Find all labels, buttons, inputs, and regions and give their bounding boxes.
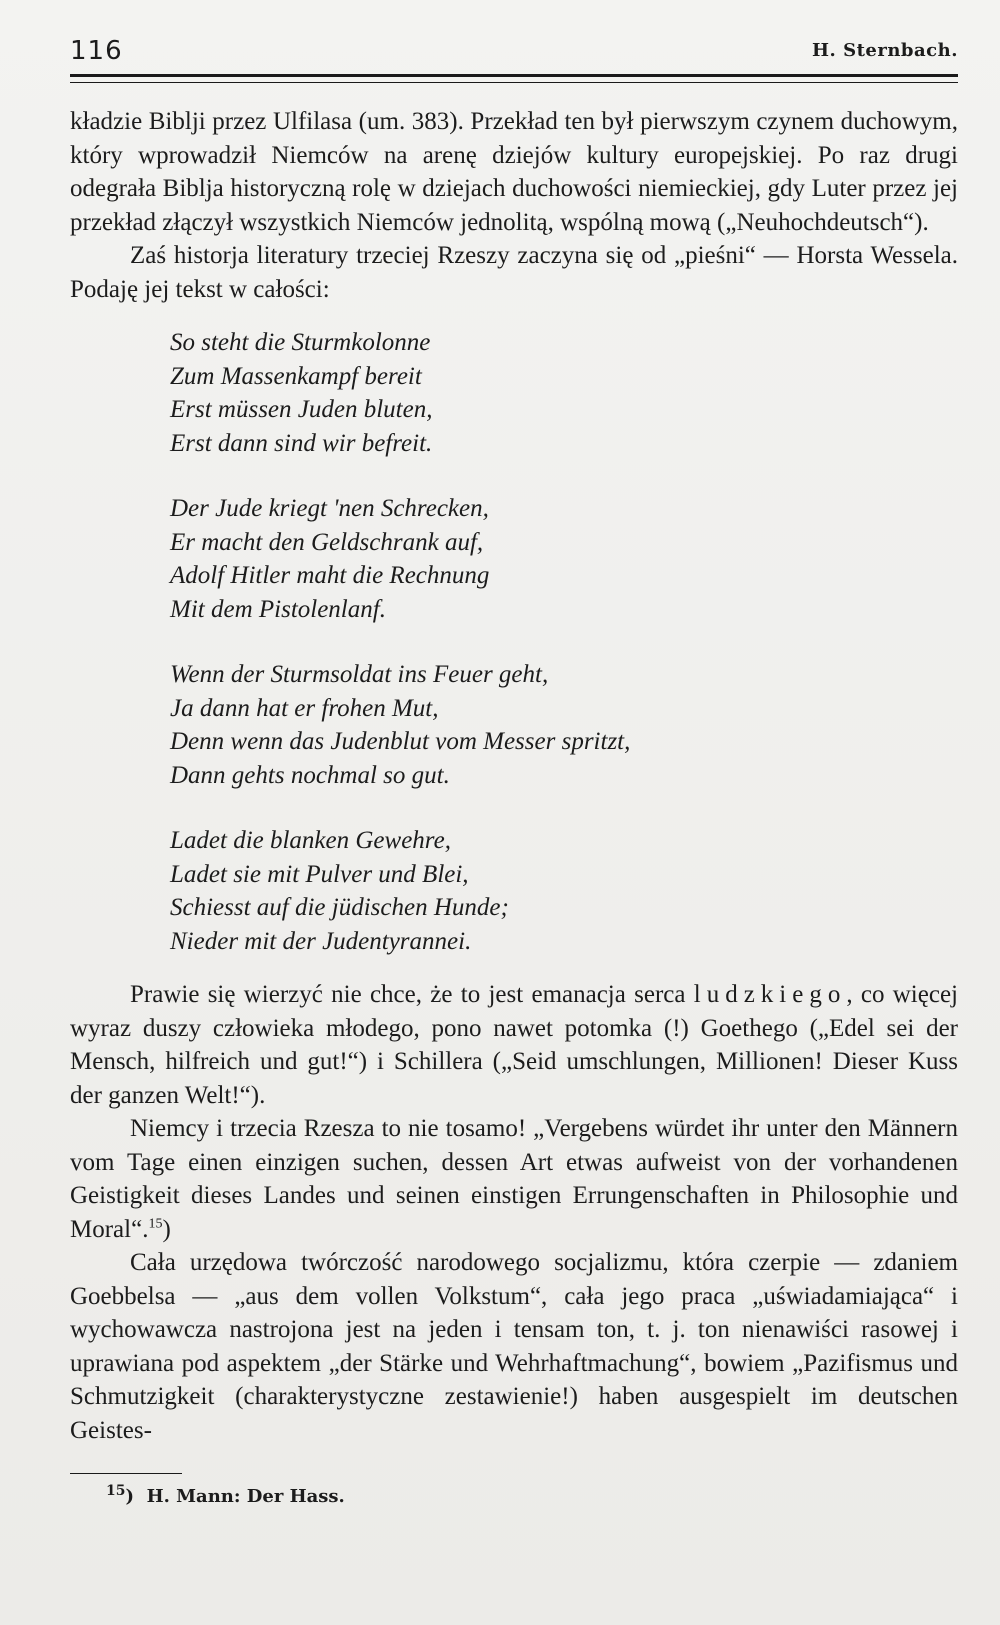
footnote-reference: 15 — [148, 1216, 163, 1232]
poem-line: Erst müssen Juden bluten, — [170, 396, 433, 423]
paragraph-4-text: Niemcy i trzecia Rzesza to nie tosamo! „Vergebens würdet ihr unter den Männern vom Tage einen einzigen suchen, dessen Art etwas aufweist von der vorhandenen Geistigkeit dieses Landes und seinen einstigen Errungenschaften in Philosophie und Moral“. — [70, 1115, 958, 1243]
poem-line: Schiesst auf die jüdischen Hunde; — [170, 894, 509, 921]
poem-line: Der Jude kriegt 'nen Schrecken, — [170, 495, 489, 522]
poem — [170, 326, 958, 958]
paragraph-3-text: Prawie się wierzyć nie chce, że to jest emanacja serca — [130, 981, 694, 1008]
poem-line: Zum Massenkampf bereit — [170, 362, 422, 390]
footnote-rule — [70, 1473, 182, 1474]
page-header — [70, 36, 958, 72]
footnote-text: H. Mann: Der Hass. — [146, 1486, 345, 1507]
poem-line: So steht die Sturmkolonne — [170, 329, 431, 356]
poem-line: Nieder mit der Judentyrannei. — [170, 927, 472, 955]
running-head: H. Sternbach. — [812, 40, 958, 61]
poem-line: Wenn der Sturmsoldat ins Feuer geht, — [170, 661, 549, 688]
poem-line: Er macht den Geldschrank auf, — [170, 528, 484, 556]
paragraph-5: Cała urzędowa twórczość narodowego socjalizmu, która czerpie — zdaniem Goebbelsa — „aus dem vollen Volkstum“, cała jego praca „uświadamiająca“ i wychowawcza nastrojona jest na jeden i tensam ton, t. j. ton nienawiści rasowej i uprawiana pod aspektem „der Stärke und Wehrhaftmachung“, bowiem „Pazifismus und Schmutzigkeit (charakterystyczne zestawienie!) haben ausgespielt im deutschen Geistes- — [70, 1249, 958, 1444]
header-rule — [70, 74, 958, 83]
poem-stanza-2 — [170, 492, 958, 626]
paragraph-4 — [70, 1112, 958, 1246]
poem-stanza-3 — [170, 658, 958, 792]
footnote-marker: 15 — [106, 1483, 126, 1499]
poem-stanza-1 — [170, 326, 958, 460]
paragraph-3-text: , co więcej wyraz duszy człowieka młodego, pono nawet potomka (!) Goethego („Edel sei der Mensch, hilfreich und gut!“) i Schillera („Seid umschlungen, Millionen! Dieser Kuss der ganzen Welt!“). — [70, 981, 958, 1109]
poem-line: Denn wenn das Judenblut vom Messer spritzt, — [170, 728, 631, 755]
paragraph-1: kładzie Biblji przez Ulfilasa (um. 383). Przekład ten był pierwszym czynem duchowym, który wprowadził Niemców na arenę dziejów kultury europejskiej. Po raz drugi odegrała Biblja historyczną rolę w dziejach duchowości niemieckiej, gdy Luter przez jej przekład złączył wszystkich Niemców jednolitą, wspólną mową („Neuhochdeutsch“). — [70, 108, 958, 236]
paragraph-2: Zaś historja literatury trzeciej Rzeszy zaczyna się od „pieśni“ — Horsta Wessela. Podaję jej tekst w całości: — [70, 242, 958, 303]
poem-line: Adolf Hitler maht die Rechnung — [170, 562, 490, 589]
poem-line: Ladet sie mit Pulver und Blei, — [170, 860, 469, 888]
poem-line: Ladet die blanken Gewehre, — [170, 827, 451, 854]
footnote-paren: ) — [125, 1486, 135, 1507]
poem-line: Ja dann hat er frohen Mut, — [170, 694, 439, 722]
poem-stanza-4 — [170, 824, 958, 958]
footnote — [106, 1483, 958, 1507]
emphasized-word: ludzkiego — [693, 981, 847, 1008]
poem-line: Mit dem Pistolenlanf. — [170, 595, 386, 623]
main-text — [70, 105, 958, 1447]
page-number: 116 — [70, 36, 123, 66]
poem-line: Dann gehts nochmal so gut. — [170, 761, 450, 789]
poem-line: Erst dann sind wir befreit. — [170, 429, 433, 457]
paragraph-4-close: ) — [162, 1215, 171, 1243]
paragraph-3 — [70, 978, 958, 1112]
